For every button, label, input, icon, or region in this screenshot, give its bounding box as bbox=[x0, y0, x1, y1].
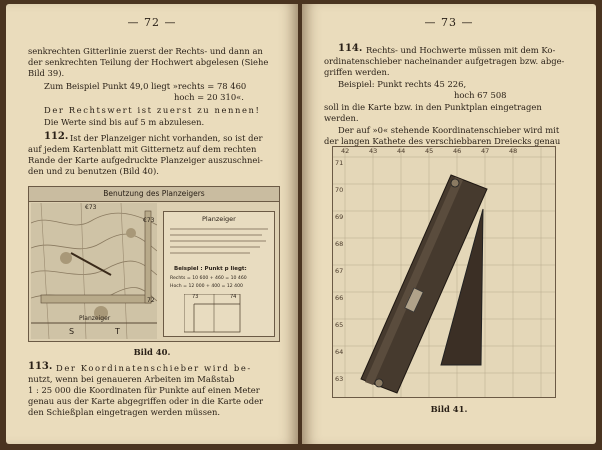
text-line: der senkrechten Teilung der Hochwert abgelesen (Siehe bbox=[28, 57, 269, 67]
page-number-right: — 73 — bbox=[424, 16, 474, 29]
example-line: Zum Beispiel Punkt 49,0 liegt »rechts = 78 460 bbox=[44, 81, 247, 91]
section-number: 113. bbox=[28, 361, 53, 372]
left-page bbox=[6, 4, 298, 444]
text-line: auf jedem Kartenblatt mit Gitternetz auf dem rechten bbox=[28, 144, 257, 154]
inset-text-lines bbox=[170, 226, 268, 260]
example-line: hoch 67 508 bbox=[454, 90, 507, 100]
text-line: Ist der Planzeiger nicht vorhanden, so ist der bbox=[70, 133, 263, 143]
grid-label: 47 bbox=[481, 147, 490, 155]
note-line: Der Rechtswert ist zuerst zu nennen! bbox=[44, 105, 261, 115]
inset-row: Rechts = 10 600 + 460 = 10 460 bbox=[170, 276, 247, 281]
grid-label: 44 bbox=[397, 147, 406, 155]
grid-label: 67 bbox=[335, 267, 344, 275]
text-line: soll in die Karte bzw. in den Punktplan eingetragen bbox=[324, 102, 542, 112]
text-line: Der auf »0« stehende Koordinatenschieber wird mit bbox=[338, 125, 560, 135]
grid-label: 42 bbox=[341, 147, 350, 155]
note-line: Die Werte sind bis auf 5 m abzulesen. bbox=[44, 117, 205, 127]
figure-title: Benutzung des Planzeigers bbox=[29, 187, 279, 202]
coordinate-grid bbox=[333, 147, 555, 397]
text-line: den Schießplan eingetragen werden müssen. bbox=[28, 407, 221, 417]
text-line: senkrechten Gitterlinie zuerst der Rechts- und dann an bbox=[28, 46, 263, 56]
grid-label: 48 bbox=[509, 147, 518, 155]
text-line: Rande der Karte aufgedruckte Planzeiger auszuschnei- bbox=[28, 155, 263, 165]
text-line: den und zu benutzen (Bild 40). bbox=[28, 166, 159, 176]
inset-title: Planzeiger bbox=[202, 215, 236, 223]
grid-label: 45 bbox=[425, 147, 434, 155]
text-line: Der Koordinatenschieber wird be- bbox=[56, 363, 252, 373]
text-line: 1 : 25 000 die Koordinaten für Punkte auf einen Meter bbox=[28, 385, 260, 395]
grid-label: 68 bbox=[335, 240, 344, 248]
text-line: genau aus der Karte abgegriffen oder in die Karte oder bbox=[28, 396, 264, 406]
figure-40 bbox=[28, 186, 280, 342]
grid-label: 43 bbox=[369, 147, 378, 155]
grid-label: 64 bbox=[335, 348, 344, 356]
example-line: Beispiel: Punkt rechts 45 226, bbox=[338, 79, 467, 89]
text-line: Rechts- und Hochwerte müssen mit dem Ko- bbox=[366, 45, 556, 55]
figure-caption: Bild 41. bbox=[430, 404, 468, 414]
text-line: ordinatenschieber nacheinander aufgetragen bzw. abge- bbox=[324, 56, 565, 66]
text-line: der langen Kathete des verschiebbaren Dreiecks genau bbox=[324, 136, 561, 146]
inset-row: Hoch = 12 000 + 400 = 12 400 bbox=[170, 284, 243, 289]
grid-label: 70 bbox=[335, 186, 344, 194]
figure-caption: Bild 40. bbox=[133, 347, 171, 357]
figure-41 bbox=[332, 146, 556, 398]
section-number: 114. bbox=[338, 43, 363, 54]
grid-label: 46 bbox=[453, 147, 462, 155]
map-label: €73 bbox=[85, 204, 97, 211]
inset-label: 73 bbox=[192, 294, 199, 300]
example-line: hoch = 20 310«. bbox=[174, 92, 244, 102]
map-label: 72 bbox=[147, 297, 155, 304]
page-number-left: — 72 — bbox=[127, 16, 177, 29]
right-page bbox=[302, 4, 596, 444]
section-number: 112. bbox=[44, 131, 69, 142]
text-line: nutzt, wenn bei genaueren Arbeiten im Maßstab bbox=[28, 374, 235, 384]
map-label: T bbox=[115, 327, 120, 336]
grid-label: 66 bbox=[335, 294, 344, 302]
text-line: Bild 39). bbox=[28, 68, 65, 78]
inset-diagram bbox=[184, 294, 244, 334]
grid-label: 71 bbox=[335, 159, 344, 167]
inset-example: Beispiel : Punkt p liegt: bbox=[174, 266, 247, 272]
map-label: S bbox=[69, 327, 75, 336]
map-label: Planzeiger bbox=[79, 315, 111, 322]
map-label: €73 bbox=[143, 217, 155, 224]
grid-label: 69 bbox=[335, 213, 344, 221]
grid-label: 63 bbox=[335, 375, 344, 383]
text-line: werden. bbox=[324, 113, 359, 123]
planzeiger-inset bbox=[163, 211, 275, 337]
text-line: griffen werden. bbox=[324, 67, 390, 77]
grid-label: 65 bbox=[335, 321, 344, 329]
inset-label: 74 bbox=[230, 294, 237, 300]
